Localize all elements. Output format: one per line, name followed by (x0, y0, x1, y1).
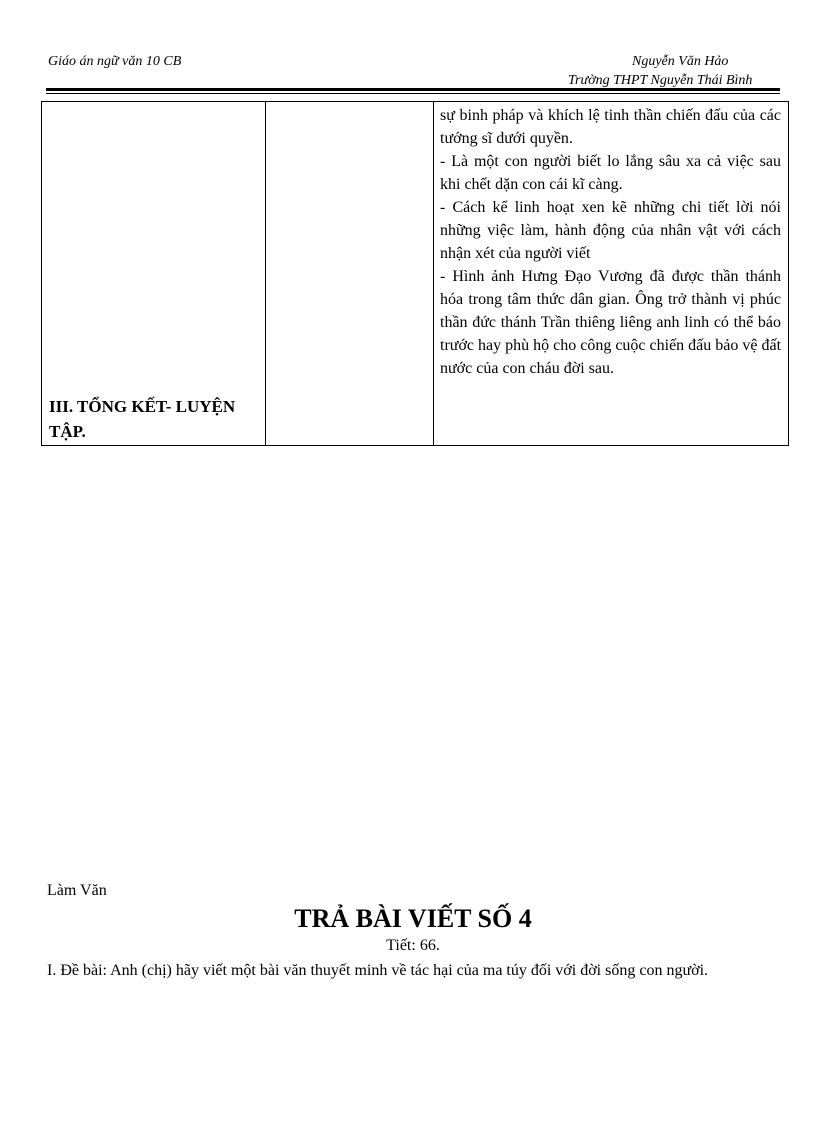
content-paragraph: - Là một con người biết lo lắng sâu xa cả việc sau khi chết dặn con cái kĩ càng. (440, 153, 781, 193)
content-paragraph: - Cách kể linh hoạt xen kẽ những chi tiết lời nói những việc làm, hành động của nhân vật với cách nhận xét của người viết (440, 199, 781, 262)
subject-label: Làm Văn (47, 882, 107, 899)
table-cell-content (434, 102, 789, 446)
header-rule-thick (46, 88, 780, 91)
content-paragraph: - Hình ảnh Hưng Đạo Vương đã được thần thánh hóa trong tâm thức dân gian. Ông trở thành vị phúc thần đức thánh Trần thiêng liêng anh linh có thể báo trước hay phù hộ cho công cuộc chiến đấu bảo vệ đất nước của con cháu đời sau. (440, 268, 782, 377)
section-heading-summary: III. TỔNG KẾT- LUYỆN TẬP. (49, 397, 236, 441)
lesson-title: TRẢ BÀI VIẾT SỐ 4 (294, 904, 532, 933)
header-school: Trường THPT Nguyễn Thái Bình (568, 73, 753, 88)
table-cell-empty (266, 102, 434, 446)
header-rule-thin (46, 93, 780, 94)
header-document-title: Giáo án ngữ văn 10 CB (48, 54, 182, 69)
table-row (42, 102, 789, 446)
header-author: Nguyễn Văn Hảo (632, 54, 729, 69)
content-paragraph: sự binh pháp và khích lệ tinh thần chiến đấu của các tướng sĩ dưới quyền. (440, 107, 781, 147)
lesson-period: Tiết: 66. (386, 937, 440, 954)
table-cell-activities (42, 102, 266, 446)
essay-prompt: I. Đề bài: Anh (chị) hãy viết một bài văn thuyết minh về tác hại của ma túy đối với đời sống con người. (47, 962, 709, 979)
lesson-plan-table (41, 101, 789, 446)
